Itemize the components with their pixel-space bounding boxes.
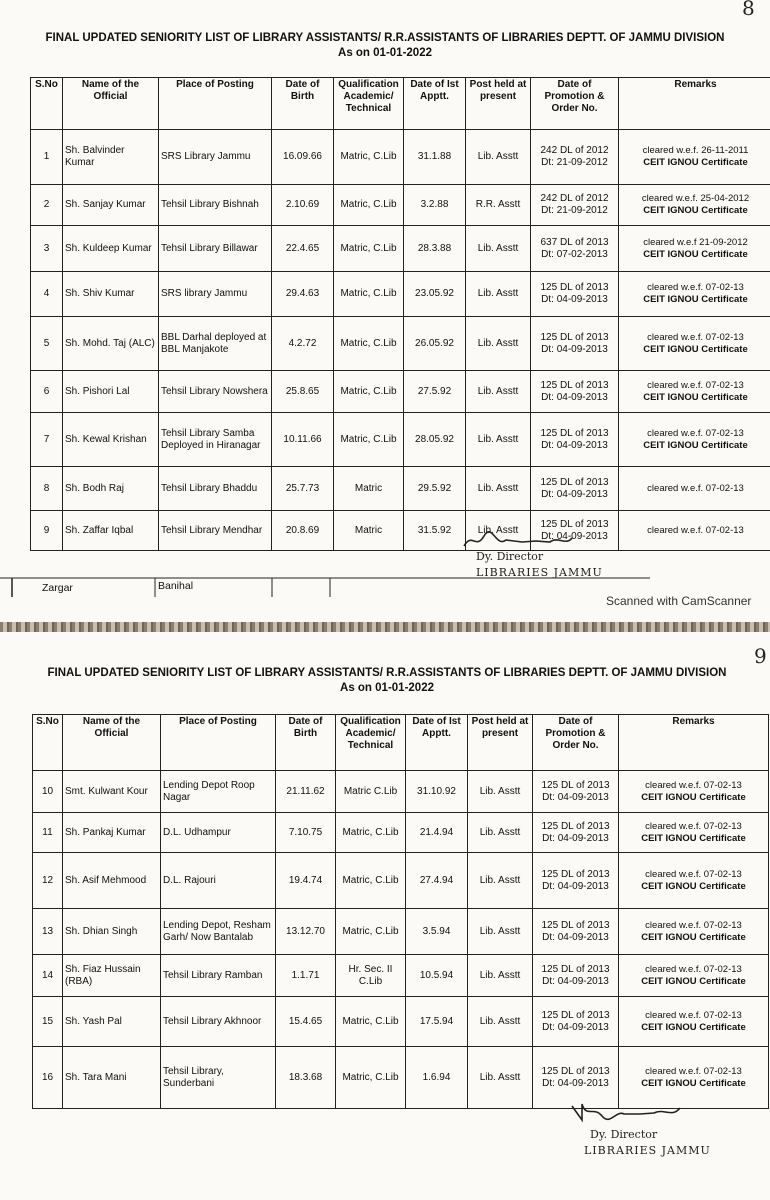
remarks-certificate: CEIT IGNOU Certificate <box>643 439 748 451</box>
cell-sno: 1 <box>31 130 63 185</box>
cell-sno: 12 <box>33 853 63 909</box>
cell-place: D.L. Udhampur <box>161 813 276 853</box>
cell-dob: 22.4.65 <box>272 226 334 272</box>
cell-post: Lib. Asstt <box>468 955 533 997</box>
cell-remarks <box>619 371 770 413</box>
header-name: Name of the Official <box>63 78 159 130</box>
cell-appointment: 31.10.92 <box>406 771 468 813</box>
cell-place: Tehsil Library Mendhar <box>159 511 272 551</box>
promotion-date: Dt: 04-09-2013 <box>541 343 608 355</box>
fragment-name: Zargar <box>42 582 73 594</box>
cell-sno: 8 <box>31 467 63 511</box>
cell-remarks <box>619 226 770 272</box>
remarks-certificate: CEIT IGNOU Certificate <box>643 205 748 216</box>
table-row <box>33 853 769 909</box>
remarks-certificate: CEIT IGNOU Certificate <box>643 294 748 305</box>
promotion-order: 125 DL of 2013 <box>541 963 610 975</box>
signature-title: Dy. Director <box>590 1128 658 1141</box>
cell-promotion <box>533 955 619 997</box>
cell-name: Sh. Shiv Kumar <box>63 272 159 317</box>
cell-promotion <box>533 853 619 909</box>
header-place: Place of Posting <box>161 715 276 771</box>
cell-appointment: 28.3.88 <box>404 226 466 272</box>
cell-dob: 25.8.65 <box>272 371 334 413</box>
promotion-order: 125 DL of 2013 <box>540 427 609 439</box>
cell-sno: 7 <box>31 413 63 467</box>
promotion-date: Dt: 04-09-2013 <box>542 791 609 803</box>
cell-qualification: Matric <box>334 467 404 511</box>
cell-sno: 15 <box>33 997 63 1047</box>
cell-appointment: 31.5.92 <box>404 511 466 551</box>
cell-sno: 4 <box>31 272 63 317</box>
seniority-table <box>30 77 770 551</box>
cell-dob: 2.10.69 <box>272 185 334 226</box>
cell-name: Sh. Tara Mani <box>63 1047 161 1109</box>
cell-appointment: 10.5.94 <box>406 955 468 997</box>
header-row <box>33 715 769 771</box>
cell-remarks <box>619 511 770 551</box>
remarks-certificate: CEIT IGNOU Certificate <box>641 975 746 987</box>
cell-promotion <box>531 272 619 317</box>
cell-dob: 20.8.69 <box>272 511 334 551</box>
cell-name: Sh. Kuldeep Kumar <box>63 226 159 272</box>
page-number: 8 <box>742 0 755 20</box>
cell-qualification: Matric, C.Lib <box>334 130 404 185</box>
remarks-cleared: cleared w.e.f. 07-02-13 <box>647 427 744 439</box>
page-separator <box>0 622 770 632</box>
cell-name: Sh. Pishori Lal <box>63 371 159 413</box>
header-appointment: Date of Ist Apptt. <box>404 78 466 130</box>
cell-promotion <box>533 909 619 955</box>
cell-appointment: 3.5.94 <box>406 909 468 955</box>
remarks-certificate: CEIT IGNOU Certificate <box>641 791 746 803</box>
cell-promotion <box>533 997 619 1047</box>
remarks-cleared: cleared w.e.f. 07-02-13 <box>647 282 744 293</box>
cell-dob: 13.12.70 <box>276 909 336 955</box>
remarks-certificate: CEIT IGNOU Certificate <box>641 880 746 892</box>
table-row <box>33 909 769 955</box>
cell-appointment: 1.6.94 <box>406 1047 468 1109</box>
cell-qualification: Matric, C.Lib <box>334 371 404 413</box>
cell-dob: 16.09.66 <box>272 130 334 185</box>
page-title <box>20 31 750 61</box>
cell-remarks <box>619 909 769 955</box>
promotion-date: Dt: 04-09-2013 <box>542 975 609 987</box>
cell-sno: 9 <box>31 511 63 551</box>
header-qualification: Qualification Academic/ Technical <box>336 715 406 771</box>
cell-promotion <box>531 371 619 413</box>
remarks-cleared: cleared w.e.f. 07-02-13 <box>645 779 742 791</box>
page-number: 9 <box>754 644 767 668</box>
cell-remarks <box>619 771 769 813</box>
cell-dob: 4.2.72 <box>272 317 334 371</box>
cell-remarks <box>619 130 770 185</box>
header-remarks: Remarks <box>619 78 770 130</box>
cell-post: Lib. Asstt <box>466 130 531 185</box>
cell-dob: 15.4.65 <box>276 997 336 1047</box>
cell-promotion <box>531 413 619 467</box>
remarks-cleared: cleared w.e.f 21-09-2012 <box>643 236 748 248</box>
cell-name: Sh. Zaffar Iqbal <box>63 511 159 551</box>
cell-post: Lib. Asstt <box>468 1047 533 1109</box>
signature-scribble <box>462 528 582 552</box>
cell-post: R.R. Asstt <box>466 185 531 226</box>
promotion-order: 125 DL of 2013 <box>541 1009 610 1021</box>
cell-qualification: Matric C.Lib <box>336 771 406 813</box>
cell-name: Sh. Kewal Krishan <box>63 413 159 467</box>
promotion-date: Dt: 21-09-2012 <box>541 157 608 168</box>
table-row <box>31 467 770 511</box>
cell-qualification: Matric, C.Lib <box>336 853 406 909</box>
remarks-certificate: CEIT IGNOU Certificate <box>643 248 748 260</box>
cell-remarks <box>619 272 770 317</box>
cell-sno: 2 <box>31 185 63 226</box>
cell-appointment: 27.4.94 <box>406 853 468 909</box>
title-line-1: FINAL UPDATED SENIORITY LIST OF LIBRARY ASSISTANTS/ R.R.ASSISTANTS OF LIBRARIES DEPTT. OF JAMMU DIVISION <box>45 32 725 44</box>
cell-sno: 13 <box>33 909 63 955</box>
promotion-date: Dt: 04-09-2013 <box>541 439 608 451</box>
cell-promotion <box>533 771 619 813</box>
table-row <box>33 997 769 1047</box>
cell-place: Lending Depot, Resham Garh/ Now Bantalab <box>161 909 276 955</box>
next-row-fragment <box>0 577 650 597</box>
promotion-order: 125 DL of 2013 <box>541 779 610 791</box>
cell-place: SRS Library Jammu <box>159 130 272 185</box>
promotion-date: Dt: 07-02-2013 <box>541 248 608 260</box>
promotion-date: Dt: 04-09-2013 <box>541 530 608 542</box>
cell-dob: 10.11.66 <box>272 413 334 467</box>
page-title <box>22 666 752 696</box>
table-row <box>31 371 770 413</box>
signature-scribble <box>568 1100 688 1126</box>
cell-dob: 19.4.74 <box>276 853 336 909</box>
cell-qualification: Matric, C.Lib <box>336 909 406 955</box>
remarks-cleared: cleared w.e.f. 07-02-13 <box>647 524 744 536</box>
cell-remarks <box>619 853 769 909</box>
cell-sno: 5 <box>31 317 63 371</box>
cell-qualification: Matric <box>334 511 404 551</box>
remarks-certificate: CEIT IGNOU Certificate <box>641 931 746 943</box>
cell-appointment: 17.5.94 <box>406 997 468 1047</box>
cell-qualification: Matric, C.Lib <box>334 317 404 371</box>
promotion-date: Dt: 04-09-2013 <box>541 294 608 305</box>
cell-remarks <box>619 413 770 467</box>
header-name: Name of the Official <box>63 715 161 771</box>
fragment-place: Banihal <box>158 580 194 592</box>
promotion-order: 125 DL of 2013 <box>540 331 609 343</box>
cell-sno: 11 <box>33 813 63 853</box>
fragment-lines <box>0 577 650 597</box>
remarks-cleared: cleared w.e.f. 07-02-13 <box>645 963 742 975</box>
table-row <box>33 813 769 853</box>
remarks-certificate: CEIT IGNOU Certificate <box>641 1021 746 1033</box>
remarks-certificate: CEIT IGNOU Certificate <box>641 1077 746 1089</box>
cell-post: Lib. Asstt <box>466 371 531 413</box>
cell-sno: 14 <box>33 955 63 997</box>
promotion-date: Dt: 04-09-2013 <box>542 1021 609 1033</box>
promotion-order: 637 DL of 2013 <box>540 236 609 248</box>
remarks-certificate: CEIT IGNOU Certificate <box>643 157 748 168</box>
cell-place: SRS library Jammu <box>159 272 272 317</box>
signature-title: Dy. Director <box>476 550 544 563</box>
promotion-order: 242 DL of 2012 <box>540 193 609 204</box>
cell-qualification: Matric, C.Lib <box>336 813 406 853</box>
cell-qualification: Matric, C.Lib <box>334 272 404 317</box>
promotion-order: 125 DL of 2013 <box>541 820 610 832</box>
cell-place: D.L. Rajouri <box>161 853 276 909</box>
cell-name: Sh. Dhian Singh <box>63 909 161 955</box>
cell-dob: 18.3.68 <box>276 1047 336 1109</box>
promotion-order: 125 DL of 2013 <box>541 1065 610 1077</box>
cell-appointment: 29.5.92 <box>404 467 466 511</box>
cell-post: Lib. Asstt <box>468 909 533 955</box>
cell-sno: 16 <box>33 1047 63 1109</box>
cell-post: Lib. Asstt <box>468 853 533 909</box>
signature-office: LIBRARIES JAMMU <box>584 1144 711 1157</box>
remarks-certificate: CEIT IGNOU Certificate <box>643 343 748 355</box>
cell-name: Sh. Sanjay Kumar <box>63 185 159 226</box>
cell-name: Sh. Fiaz Hussain (RBA) <box>63 955 161 997</box>
header-sno: S.No <box>33 715 63 771</box>
remarks-cleared: cleared w.e.f. 07-02-13 <box>645 868 742 880</box>
cell-post: Lib. Asstt <box>466 511 531 551</box>
cell-post: Lib. Asstt <box>466 467 531 511</box>
cell-post: Lib. Asstt <box>466 272 531 317</box>
cell-name: Sh. Balvinder Kumar <box>63 130 159 185</box>
promotion-date: Dt: 04-09-2013 <box>542 931 609 943</box>
scan-page-2 <box>0 632 770 1200</box>
cell-promotion <box>533 813 619 853</box>
cell-remarks <box>619 813 769 853</box>
cell-dob: 25.7.73 <box>272 467 334 511</box>
title-line-2: As on 01-01-2022 <box>340 682 434 694</box>
table-row <box>31 511 770 551</box>
cell-qualification: Matric, C.Lib <box>334 413 404 467</box>
cell-appointment: 27.5.92 <box>404 371 466 413</box>
cell-appointment: 23.05.92 <box>404 272 466 317</box>
remarks-cleared: cleared w.e.f. 07-02-13 <box>647 482 744 494</box>
remarks-cleared: cleared w.e.f. 07-02-13 <box>645 919 742 931</box>
promotion-date: Dt: 04-09-2013 <box>541 391 608 403</box>
seniority-table <box>32 714 769 1109</box>
cell-promotion <box>531 467 619 511</box>
cell-post: Lib. Asstt <box>466 226 531 272</box>
cell-remarks <box>619 185 770 226</box>
promotion-date: Dt: 21-09-2012 <box>541 205 608 216</box>
cell-appointment: 21.4.94 <box>406 813 468 853</box>
remarks-cleared: cleared w.e.f. 07-02-13 <box>647 331 744 343</box>
cell-qualification: Matric, C.Lib <box>334 185 404 226</box>
header-appointment: Date of Ist Apptt. <box>406 715 468 771</box>
cell-post: Lib. Asstt <box>466 413 531 467</box>
table-row <box>33 955 769 997</box>
cell-sno: 10 <box>33 771 63 813</box>
remarks-cleared: cleared w.e.f. 26-11-2011 <box>642 145 749 156</box>
table-row <box>31 413 770 467</box>
title-line-2: As on 01-01-2022 <box>338 47 432 59</box>
cell-place: Tehsil Library Akhnoor <box>161 997 276 1047</box>
cell-promotion <box>531 317 619 371</box>
cell-name: Sh. Yash Pal <box>63 997 161 1047</box>
cell-remarks <box>619 317 770 371</box>
cell-qualification: Hr. Sec. II C.Lib <box>336 955 406 997</box>
handwritten-signature <box>568 1100 688 1130</box>
table-row <box>31 185 770 226</box>
table-row <box>31 272 770 317</box>
promotion-date: Dt: 04-09-2013 <box>541 488 608 500</box>
cell-post: Lib. Asstt <box>466 317 531 371</box>
promotion-order: 125 DL of 2013 <box>540 518 609 530</box>
cell-remarks <box>619 467 770 511</box>
cell-appointment: 28.05.92 <box>404 413 466 467</box>
cell-sno: 6 <box>31 371 63 413</box>
remarks-cleared: cleared w.e.f. 07-02-13 <box>645 1065 742 1077</box>
camscanner-watermark: Scanned with CamScanner <box>606 594 752 608</box>
header-post: Post held at present <box>466 78 531 130</box>
cell-place: Tehsil Library Samba Deployed in Hiranagar <box>159 413 272 467</box>
cell-place: Tehsil Library Bishnah <box>159 185 272 226</box>
cell-promotion <box>531 185 619 226</box>
header-dob: Date of Birth <box>276 715 336 771</box>
promotion-order: 242 DL of 2012 <box>540 145 609 156</box>
remarks-cleared: cleared w.e.f. 07-02-13 <box>645 1009 742 1021</box>
header-promotion: Date of Promotion & Order No. <box>533 715 619 771</box>
cell-dob: 21.11.62 <box>276 771 336 813</box>
table-row <box>31 130 770 185</box>
cell-name: Sh. Asif Mehmood <box>63 853 161 909</box>
promotion-order: 125 DL of 2013 <box>540 282 609 293</box>
header-row <box>31 78 770 130</box>
cell-post: Lib. Asstt <box>468 813 533 853</box>
cell-place: Tehsil Library Bhaddu <box>159 467 272 511</box>
promotion-date: Dt: 04-09-2013 <box>542 880 609 892</box>
cell-place: Tehsil Library Billawar <box>159 226 272 272</box>
cell-appointment: 26.05.92 <box>404 317 466 371</box>
cell-remarks <box>619 997 769 1047</box>
cell-place: Tehsil Library, Sunderbani <box>161 1047 276 1109</box>
table-row <box>31 317 770 371</box>
cell-appointment: 31.1.88 <box>404 130 466 185</box>
table-row <box>33 771 769 813</box>
cell-remarks <box>619 955 769 997</box>
remarks-certificate: CEIT IGNOU Certificate <box>641 832 746 844</box>
cell-place: Tehsil Library Nowshera <box>159 371 272 413</box>
cell-name: Sh. Pankaj Kumar <box>63 813 161 853</box>
promotion-date: Dt: 04-09-2013 <box>542 1077 609 1089</box>
promotion-order: 125 DL of 2013 <box>540 379 609 391</box>
promotion-date: Dt: 04-09-2013 <box>542 832 609 844</box>
cell-name: Sh. Mohd. Taj (ALC) <box>63 317 159 371</box>
cell-name: Smt. Kulwant Kour <box>63 771 161 813</box>
remarks-certificate: CEIT IGNOU Certificate <box>643 391 748 403</box>
header-promotion: Date of Promotion & Order No. <box>531 78 619 130</box>
cell-place: Tehsil Library Ramban <box>161 955 276 997</box>
cell-dob: 29.4.63 <box>272 272 334 317</box>
cell-sno: 3 <box>31 226 63 272</box>
header-remarks: Remarks <box>619 715 769 771</box>
promotion-order: 125 DL of 2013 <box>541 868 610 880</box>
remarks-cleared: cleared w.e.f. 07-02-13 <box>645 820 742 832</box>
cell-dob: 7.10.75 <box>276 813 336 853</box>
header-post: Post held at present <box>468 715 533 771</box>
promotion-order: 125 DL of 2013 <box>540 476 609 488</box>
cell-qualification: Matric, C.Lib <box>334 226 404 272</box>
cell-post: Lib. Asstt <box>468 997 533 1047</box>
cell-post: Lib. Asstt <box>468 771 533 813</box>
cell-place: BBL Darhal deployed at BBL Manjakote <box>159 317 272 371</box>
cell-promotion <box>531 130 619 185</box>
header-dob: Date of Birth <box>272 78 334 130</box>
cell-place: Lending Depot Roop Nagar <box>161 771 276 813</box>
title-line-1: FINAL UPDATED SENIORITY LIST OF LIBRARY ASSISTANTS/ R.R.ASSISTANTS OF LIBRARIES DEPTT. OF JAMMU DIVISION <box>47 667 727 679</box>
header-sno: S.No <box>31 78 63 130</box>
remarks-cleared: cleared w.e.f. 07-02-13 <box>647 379 744 391</box>
cell-appointment: 3.2.88 <box>404 185 466 226</box>
header-qualification: Qualification Academic/ Technical <box>334 78 404 130</box>
cell-dob: 1.1.71 <box>276 955 336 997</box>
header-place: Place of Posting <box>159 78 272 130</box>
table-row <box>31 226 770 272</box>
cell-qualification: Matric, C.Lib <box>336 997 406 1047</box>
signature-office: LIBRARIES JAMMU <box>476 566 603 579</box>
cell-promotion <box>531 226 619 272</box>
cell-name: Sh. Bodh Raj <box>63 467 159 511</box>
cell-qualification: Matric, C.Lib <box>336 1047 406 1109</box>
promotion-order: 125 DL of 2013 <box>541 919 610 931</box>
remarks-cleared: cleared w.e.f. 25-04-2012 <box>641 193 750 204</box>
